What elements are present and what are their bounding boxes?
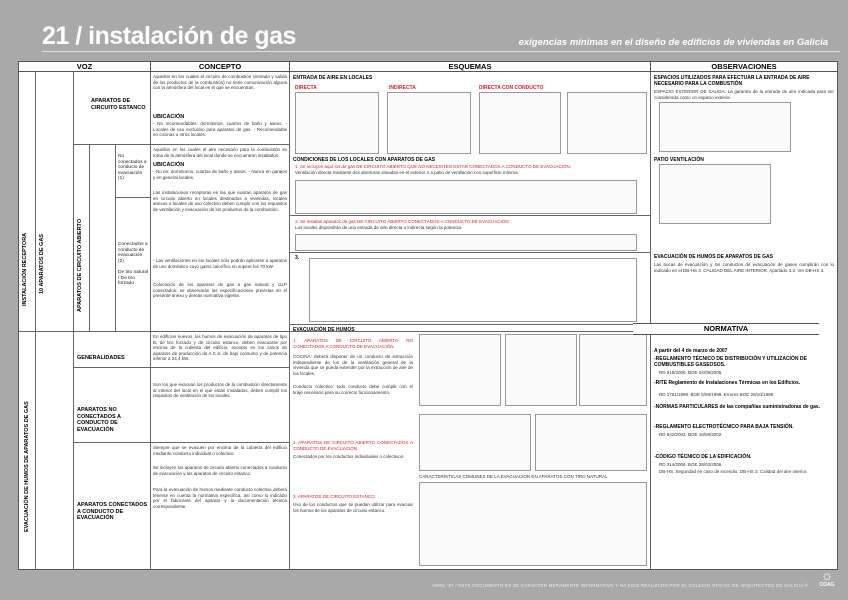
grid-line (290, 324, 650, 325)
esquema-evac-1: 1. APARATOS DE CIRCUITO ABIERTO NO CONECTADOS A CONDUCTO DE EVACUACIÓN (293, 338, 413, 349)
grid-line (73, 442, 289, 443)
drawing-directa (295, 92, 379, 154)
concepto-ventilaciones: - Las ventilaciones en los locales sólo podrán aplicarse a aparatos de uso doméstico cuyo gasto calorífico no supere los 70 kW. (153, 258, 287, 269)
grid-line (115, 144, 116, 331)
esquema-condicion-1: 1. Se incluyen aquí los de gas DE CIRCUITO ABIERTO QUE NO NECESITEN ESTAR CONECTADOS A CONDUCTO DE EVACUACIÓN. (295, 164, 571, 169)
obs-espacios-title: ESPACIOS UTILIZADOS PARA EFECTUAR LA ENTRADA DE AIRE NECESARIO PARA LA COMBUSTIÓN (654, 75, 810, 87)
norm-rite: -RITE Reglamento de Instalaciones Térmicas en los Edificios. (654, 380, 801, 386)
esquema-indirecta-label: INDIRECTA (389, 85, 416, 91)
drawing-evac-1 (419, 334, 501, 406)
drawing-directa-conducto (479, 92, 561, 154)
section-instalacion-receptora: INSTALACIÓN RECEPTORA (22, 232, 28, 306)
obs-evacuacion-title: EVACUACIÓN DE HUMOS DE APARATOS DE GAS (654, 254, 773, 260)
norm-reglamento-gas-ref: RD 919/2006. BOE 04/09/2006. (659, 370, 723, 375)
section-circuito-abierto: APARATOS DE CIRCUITO ABIERTO (77, 218, 83, 312)
drawing-evac-3 (579, 334, 647, 406)
sun-icon: ☼ (820, 567, 834, 583)
header-title: 21 / instalación de gas (42, 22, 296, 50)
grid-line (650, 72, 651, 569)
norm-cte: -CÓDIGO TÉCNICO DE LA EDIFICACIÓN. (654, 454, 752, 460)
concepto-conectados-2: Se incluyen los aparatos de circuito abierto conectados a conducto de evacuación y los aparatos de circuito estanco. (153, 465, 287, 476)
obs-espacios-text: ESPACIO EXTERIOR DE SALIDA. La garantía de la entrada de aire indicada para ser considerada como un espacio exterior. (654, 89, 834, 100)
document-sheet (18, 61, 838, 570)
col-header-voz: VOZ (19, 62, 151, 72)
concepto-no-conectados: Son los que evacuan los productos de la combustión directamente al interior del local en el que están instalados, deben cumplir los requisitos de ventilación de los locales. (153, 382, 287, 398)
drawing-indirecta (387, 92, 471, 154)
logo-label: COAG (819, 582, 835, 588)
col-header-concepto: CONCEPTO (151, 62, 290, 72)
section-evacuacion-humos: EVACUACIÓN DE HUMOS DE APARATOS DE GAS (24, 401, 30, 532)
drawing-condicion-1 (295, 180, 637, 214)
grid-line (73, 72, 74, 569)
concepto-ubicacion: - No recomendables: dormitorios, cuartos de baño y aseos. - Locales de uso exclusivo para aparatos de gas. - Recomendable en cocinas u otros locales. (153, 121, 287, 137)
obs-patio-label: PATIO VENTILACIÓN (654, 157, 704, 163)
drawing-evac-6 (419, 482, 647, 566)
esquema-condicion-2: 2. Se instalan aparatos de gas DE CIRCUITO ABIERTO CONECTADOS A CONDUCTO DE EVACUACIÓN. (295, 219, 510, 224)
grid-line (73, 367, 289, 368)
voz-conectados-evac: APARATOS CONECTADOS A CONDUCTO DE EVACUACIÓN (77, 502, 148, 521)
norm-rite-ref: RD 1751/1998. BOE 5/08/1998. Errores BOE 29/10/1998 (659, 392, 774, 397)
norm-reglamento-gas: -REGLAMENTO TÉCNICO DE DISTRIBUCIÓN Y UTILIZACIÓN DE COMBUSTIBLES GASEOSOS. (654, 356, 807, 368)
grid-line (89, 144, 90, 331)
grid-line (73, 144, 289, 145)
concepto-colocacion: Colocación de los aparatos de gas a gas natural y GLP conectados: se observarán las especificaciones previstas en el presente anexo y demás normativa vigente. (153, 282, 287, 298)
voz-no-conectados: No conectados a conducto de evacuación (1) (118, 154, 147, 182)
section-aparatos-gas: 10 APARATOS DE GAS (39, 233, 45, 294)
esquema-evac-2: 2. APARATOS DE CIRCUITO ABIERTO CONECTADOS A CONDUCTO DE EVACUACIÓN (293, 440, 413, 451)
voz-conectados: Conectados a conducto de evacuación (2) (118, 242, 148, 264)
concepto-abierto: Aquellos en los cuales el aire necesario para la combustión se toma de la atmósfera del local donde se encuentran instalados. (153, 147, 287, 158)
drawing-patio (659, 164, 771, 224)
norm-particulares: -NORMAS PARTICULARES de las compañías suministradoras de gas. (654, 404, 821, 410)
col-header-observaciones: OBSERVACIONES (651, 62, 837, 72)
drawing-evac-2 (505, 334, 577, 406)
esquema-condicion-2b: Los locales dispondrán de una entrada de aire directa o indirecta según la potencia. (295, 225, 463, 230)
voz-tiro: De tiro natural / De tiro forzado (118, 270, 149, 287)
esquema-directa-label: DIRECTA (295, 85, 317, 91)
concepto-ubicacion2-heading: UBICACIÓN (153, 162, 185, 168)
grid-line (290, 215, 650, 216)
norm-cte-db: DB-HS. Seguridad en caso de incendio. DB-HS 3. Calidad del aire interior. (659, 469, 808, 474)
header-divider (42, 51, 840, 52)
esquema-caption: CARACTERÍSTICAS COMUNES DE LA EVACUACIÓN EN APARATOS CON TIRO NATURAL (419, 474, 608, 479)
col-header-esquemas: ESQUEMAS (290, 62, 651, 72)
concepto-ubicacion-heading: UBICACIÓN (153, 114, 185, 120)
concepto-ubicacion2: - No en: dormitorios, cuartos de baño y aseos. - Nunca en garajes y en general locales. (153, 169, 287, 180)
grid-line (150, 72, 151, 569)
drawing-detail (567, 92, 647, 154)
esquema-condicion-3: 3. (295, 255, 300, 261)
coag-logo (816, 568, 838, 588)
esquema-evac-3b: Uso de los conductos que se puedan utilizar para evacuar los humos de los aparatos de circuito estanco. (293, 502, 413, 513)
footer-text: ABRIL '07 / ESTE DOCUMENTO ES DE CARÁCTER MERAMENTE INFORMATIVO Y HA SIDO REALIZADO POR EL COLEGIO OFICIAL DE ARQUITECTOS DE GALICIA ® (432, 583, 808, 588)
normativa-heading: NORMATIVA (633, 323, 819, 335)
voz-generalidades: GENERALIDADES (77, 355, 125, 361)
esquema-evac-1b: COCINA: deberá disponer de un conducto de extracción independiente de los de la ventilación general de la vivienda que se pueda extender por la extracción de aire de los locales. (293, 354, 413, 376)
drawing-table (309, 258, 637, 322)
grid-line (35, 72, 36, 569)
esquema-evac-2b: Conectados por los conductos individuales o colectivos. (293, 454, 405, 459)
header-subtitle: exigencias mínimas en el diseño de edificios de viviendas en Galicia (518, 37, 828, 48)
concepto-instalaciones: Las instalaciones receptoras en las que existan aparatos de gas en circuito abierto en locales destinados a viviendas, locales anexos o locales de uso colectivo deben cumplir con los requisitos de ventilación y evacuación de los productos de la combustión. (153, 190, 287, 212)
esquema-evac-3: 3. APARATOS DE CIRCUITO ESTANCO (293, 494, 375, 499)
voz-circuito-estanco: APARATOS DE CIRCUITO ESTANCO (91, 98, 146, 111)
grid-line (289, 72, 290, 569)
norm-rebt-ref: RD 842/2002. BOE 18/09/2002. (659, 432, 723, 437)
norm-rebt: -REGLAMENTO ELECTROTÉCNICO PARA BAJA TENSIÓN. (654, 424, 794, 430)
esquema-evac-1c: Conducto colectivo: todo conducto debe cumplir con el tiraje necesario para su correcto funcionamiento. (293, 384, 413, 395)
grid-line (115, 197, 150, 198)
norm-cte-ref: RD 314/2006. BOE 28/03/2006. (659, 462, 723, 467)
esquema-condiciones-title: CONDICIONES DE LOS LOCALES CON APARATOS DE GAS (293, 157, 436, 163)
concepto-estanco: Aquellos en los cuales el circuito de combustión (entrada y salida de los productos de la combustión) no tiene comunicación alguna con la atmósfera del local en el que se encuentran. (153, 74, 287, 90)
drawing-espacio-exterior (659, 102, 791, 152)
concepto-conectados-3: Para la evacuación de humos mediante conducto colectivo deberá tenerse en cuenta la normativa específica, así como lo indicado por el fabricante del aparato y la documentación técnica correspondiente. (153, 487, 287, 509)
drawing-evac-5 (535, 414, 647, 471)
concepto-conectados-1: Siempre que se evacuen por encima de la cubierta del edificio mediante conducto individual o colectivo. (153, 445, 287, 456)
concepto-generalidades: En edificios nuevos, los humos de evacuación de aparatos de tipo B, de tiro forzado y de circuito estanco, deben evacuarse por encima de la cubierta del edificio, excepto en los casos de aparatos de producción de A.C.S. de bajo consumo y de potencia inferior a 24,4 kW. (153, 334, 287, 361)
obs-evacuacion-text: Las bocas de evacuación y los conductos de evacuación de gases cumplirán con lo indicado en el DB-HS 3. CALIDAD DEL AIRE INTERIOR. Apartado 3.3. Ver DB-HS 3. (654, 262, 834, 273)
drawing-condicion-2 (295, 234, 637, 251)
norm-fecha: A partir del 4 de marzo de 2007 (654, 348, 728, 354)
esquema-directa-conducto-label: DIRECTA CON CONDUCTO (479, 85, 544, 91)
esquema-evacuacion-title: EVACUACIÓN DE HUMOS (293, 327, 355, 333)
grid-line (290, 252, 650, 253)
drawing-evac-4 (419, 414, 531, 471)
voz-no-conectados-evac: APARATOS NO CONECTADOS A CONDUCTO DE EVACUACIÓN (77, 407, 121, 433)
esquema-condicion-1b: Ventilación directa mediante dos aberturas situadas en el exterior o a patio de ventilación con superficie mínima. (295, 170, 519, 175)
esquema-entrada-aire-title: ENTRADA DE AIRE EN LOCALES (293, 75, 373, 81)
